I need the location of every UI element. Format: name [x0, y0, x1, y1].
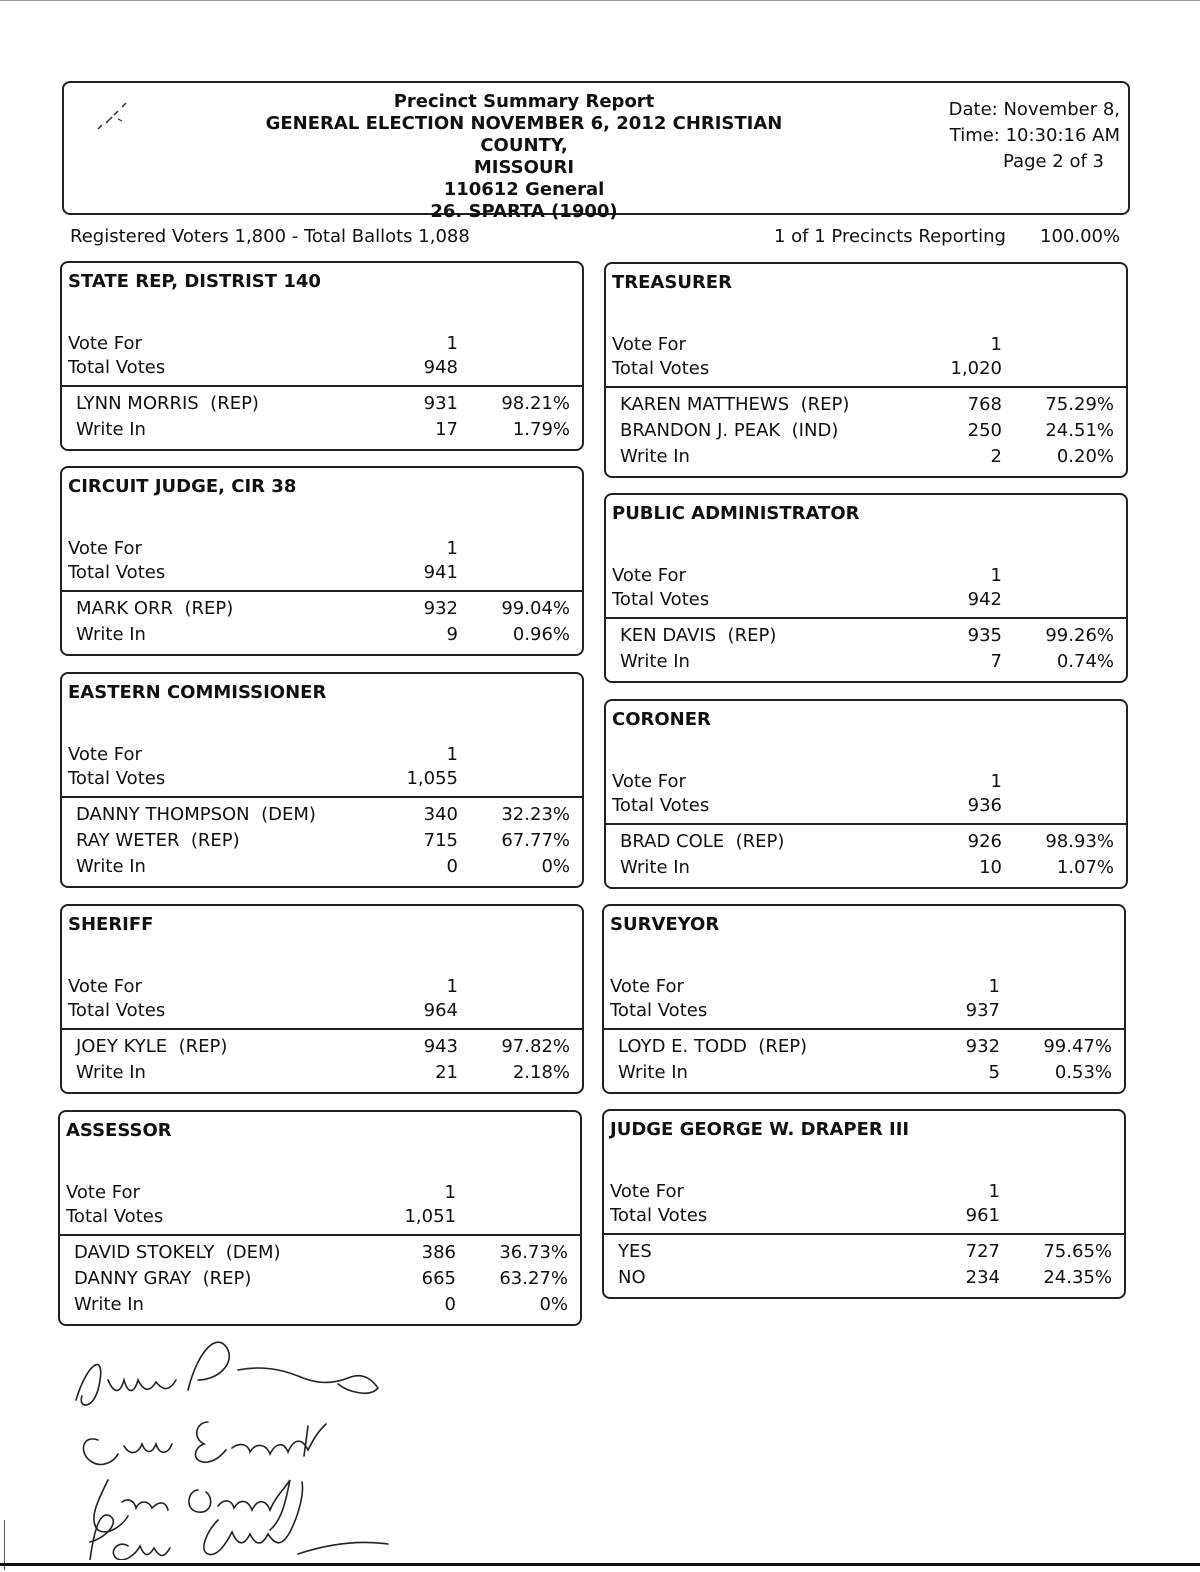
vote-for-value: 1 [444, 1182, 456, 1203]
candidate-row [606, 625, 1126, 649]
total-votes-value: 936 [967, 795, 1002, 816]
candidate-name: Write In [76, 1062, 146, 1083]
precinct-name: 26. SPARTA (1900) [430, 201, 618, 222]
candidate-percent: 0% [539, 1294, 568, 1315]
contest-title: STATE REP, DISTRIST 140 [68, 271, 321, 292]
vote-for-label: Vote For [612, 565, 686, 586]
precincts-reporting: 1 of 1 Precincts Reporting [774, 226, 1006, 247]
vote-for-value: 1 [446, 976, 458, 997]
contest-title: JUDGE GEORGE W. DRAPER III [610, 1119, 910, 1140]
contest-treasurer [604, 262, 1128, 478]
candidate-percent: 0.74% [1056, 651, 1114, 672]
candidate-percent: 75.65% [1043, 1241, 1112, 1262]
candidate-votes: 17 [435, 419, 458, 440]
candidate-name: LYNN MORRIS (REP) [76, 393, 259, 414]
precincts-reporting-percent: 100.00% [1040, 226, 1121, 247]
signature-4 [90, 1482, 388, 1560]
candidate-row [62, 830, 582, 854]
signature-3 [94, 1480, 290, 1532]
vote-for-value: 1 [446, 744, 458, 765]
candidate-percent: 0.96% [512, 624, 570, 645]
contest-title: PUBLIC ADMINISTRATOR [612, 503, 860, 524]
page-number: Page 2 of 3 [1003, 151, 1104, 172]
signature-1 [76, 1342, 378, 1405]
candidate-name: DANNY THOMPSON (DEM) [76, 804, 316, 825]
candidate-name: Write In [76, 419, 146, 440]
contest-circuit-judge-cir-38 [60, 466, 584, 656]
candidate-row [604, 1241, 1124, 1265]
candidate-name: NO [618, 1267, 646, 1288]
candidate-name: JOEY KYLE (REP) [76, 1036, 228, 1057]
candidate-percent: 2.18% [512, 1062, 570, 1083]
candidate-votes: 931 [423, 393, 458, 414]
candidate-votes: 768 [967, 394, 1002, 415]
vote-for-label: Vote For [68, 333, 142, 354]
vote-for-value: 1 [990, 334, 1002, 355]
vote-for-label: Vote For [66, 1182, 140, 1203]
election-code: 110612 General [443, 179, 605, 200]
vote-for-row [62, 333, 582, 357]
candidate-row [606, 831, 1126, 855]
vote-for-row [606, 771, 1126, 795]
contest-title: EASTERN COMMISSIONER [68, 682, 327, 703]
candidate-row [60, 1242, 580, 1266]
vote-for-row [604, 1181, 1124, 1205]
candidate-percent: 98.93% [1045, 831, 1114, 852]
report-title-block [244, 91, 804, 223]
candidate-row [62, 1036, 582, 1060]
total-votes-row [60, 1206, 580, 1230]
candidate-row [606, 857, 1126, 881]
contest-divider [606, 617, 1126, 619]
candidate-votes: 665 [421, 1268, 456, 1289]
total-votes-label: Total Votes [68, 768, 166, 789]
total-votes-value: 942 [967, 589, 1002, 610]
vote-for-label: Vote For [610, 1181, 684, 1202]
contest-divider [62, 1028, 582, 1030]
total-votes-label: Total Votes [612, 358, 710, 379]
contest-title: CORONER [612, 709, 711, 730]
candidate-votes: 386 [421, 1242, 456, 1263]
vote-for-label: Vote For [612, 771, 686, 792]
candidate-votes: 250 [967, 420, 1002, 441]
total-votes-row [606, 589, 1126, 613]
contest-title: TREASURER [612, 272, 732, 293]
total-votes-value: 1,051 [404, 1206, 456, 1227]
contest-divider [606, 823, 1126, 825]
candidate-name: Write In [76, 624, 146, 645]
candidate-percent: 0% [541, 856, 570, 877]
vote-for-value: 1 [988, 1181, 1000, 1202]
candidate-votes: 932 [423, 598, 458, 619]
contest-divider [604, 1028, 1124, 1030]
registered-voters-summary: Registered Voters 1,800 - Total Ballots 1,088 [70, 226, 470, 247]
contest-sheriff [60, 904, 584, 1094]
contest-eastern-commissioner [60, 672, 584, 888]
candidate-row [606, 651, 1126, 675]
vote-for-value: 1 [446, 538, 458, 559]
candidate-row [606, 446, 1126, 470]
candidate-percent: 1.07% [1056, 857, 1114, 878]
candidate-percent: 99.47% [1043, 1036, 1112, 1057]
report-date: Date: November 8, [948, 99, 1120, 120]
total-votes-row [604, 1205, 1124, 1229]
candidate-name: DANNY GRAY (REP) [74, 1268, 252, 1289]
total-votes-row [62, 768, 582, 792]
signatures [68, 1330, 428, 1560]
total-votes-value: 937 [965, 1000, 1000, 1021]
candidate-votes: 7 [990, 651, 1002, 672]
candidate-name: RAY WETER (REP) [76, 830, 240, 851]
contest-assessor [58, 1110, 582, 1326]
contest-divider [62, 385, 582, 387]
candidate-percent: 99.26% [1045, 625, 1114, 646]
total-votes-row [604, 1000, 1124, 1024]
vote-for-value: 1 [990, 771, 1002, 792]
vote-for-row [62, 538, 582, 562]
pen-mark-icon [92, 101, 132, 137]
scan-bottom-edge [0, 1563, 1200, 1566]
contest-title: SURVEYOR [610, 914, 720, 935]
total-votes-value: 948 [423, 357, 458, 378]
candidate-row [62, 624, 582, 648]
report-header [62, 81, 1130, 222]
total-votes-value: 1,055 [406, 768, 458, 789]
candidate-name: DAVID STOKELY (DEM) [74, 1242, 281, 1263]
vote-for-label: Vote For [612, 334, 686, 355]
contest-judge-george-w-draper-iii [602, 1109, 1126, 1299]
candidate-name: BRANDON J. PEAK (IND) [620, 420, 839, 441]
candidate-votes: 932 [965, 1036, 1000, 1057]
contest-divider [62, 796, 582, 798]
total-votes-label: Total Votes [66, 1206, 164, 1227]
vote-for-value: 1 [446, 333, 458, 354]
candidate-name: Write In [618, 1062, 688, 1083]
candidate-name: Write In [620, 446, 690, 467]
contest-title: SHERIFF [68, 914, 154, 935]
candidate-row [62, 804, 582, 828]
vote-for-row [606, 334, 1126, 358]
vote-for-row [60, 1182, 580, 1206]
contest-title: CIRCUIT JUDGE, CIR 38 [68, 476, 297, 497]
candidate-row [60, 1268, 580, 1292]
total-votes-label: Total Votes [68, 1000, 166, 1021]
vote-for-value: 1 [988, 976, 1000, 997]
candidate-percent: 97.82% [501, 1036, 570, 1057]
candidate-votes: 21 [435, 1062, 458, 1083]
contest-divider [62, 590, 582, 592]
candidate-percent: 24.51% [1045, 420, 1114, 441]
total-votes-value: 961 [965, 1205, 1000, 1226]
candidate-row [62, 598, 582, 622]
scan-top-edge [0, 0, 1200, 1]
vote-for-label: Vote For [68, 744, 142, 765]
candidate-row [606, 394, 1126, 418]
election-state: MISSOURI [473, 157, 575, 178]
election-name: GENERAL ELECTION NOVEMBER 6, 2012 CHRISTIAN COUNTY, [265, 113, 783, 156]
candidate-votes: 5 [988, 1062, 1000, 1083]
total-votes-row [62, 562, 582, 586]
candidate-row [604, 1062, 1124, 1086]
candidate-name: MARK ORR (REP) [76, 598, 234, 619]
vote-for-row [604, 976, 1124, 1000]
candidate-name: Write In [620, 857, 690, 878]
contest-title: ASSESSOR [66, 1120, 172, 1141]
candidate-name: KAREN MATTHEWS (REP) [620, 394, 850, 415]
total-votes-value: 941 [423, 562, 458, 583]
contest-surveyor [602, 904, 1126, 1094]
candidate-votes: 0 [446, 856, 458, 877]
total-votes-label: Total Votes [610, 1205, 708, 1226]
candidate-votes: 715 [423, 830, 458, 851]
total-votes-label: Total Votes [612, 795, 710, 816]
candidate-row [60, 1294, 580, 1318]
candidate-votes: 935 [967, 625, 1002, 646]
total-votes-label: Total Votes [68, 562, 166, 583]
contest-divider [604, 1233, 1124, 1235]
candidate-percent: 0.20% [1056, 446, 1114, 467]
vote-for-value: 1 [990, 565, 1002, 586]
candidate-votes: 0 [444, 1294, 456, 1315]
vote-for-row [62, 744, 582, 768]
candidate-row [62, 419, 582, 443]
vote-for-label: Vote For [68, 976, 142, 997]
contest-public-administrator [604, 493, 1128, 683]
report-meta [930, 97, 1120, 175]
candidate-votes: 943 [423, 1036, 458, 1057]
vote-for-label: Vote For [610, 976, 684, 997]
candidate-votes: 10 [979, 857, 1002, 878]
total-votes-label: Total Votes [612, 589, 710, 610]
total-votes-value: 964 [423, 1000, 458, 1021]
candidate-votes: 2 [990, 446, 1002, 467]
candidate-row [604, 1036, 1124, 1060]
candidate-row [606, 420, 1126, 444]
candidate-row [62, 1062, 582, 1086]
candidate-name: LOYD E. TODD (REP) [618, 1036, 808, 1057]
vote-for-row [606, 565, 1126, 589]
candidate-votes: 340 [423, 804, 458, 825]
total-votes-label: Total Votes [68, 357, 166, 378]
candidate-percent: 63.27% [499, 1268, 568, 1289]
candidate-percent: 67.77% [501, 830, 570, 851]
contest-coroner [604, 699, 1128, 889]
total-votes-row [62, 1000, 582, 1024]
candidate-name: Write In [76, 856, 146, 877]
candidate-name: YES [618, 1241, 652, 1262]
candidate-votes: 926 [967, 831, 1002, 852]
candidate-row [62, 856, 582, 880]
candidate-name: BRAD COLE (REP) [620, 831, 785, 852]
candidate-percent: 75.29% [1045, 394, 1114, 415]
total-votes-row [606, 358, 1126, 382]
signature-2 [83, 1422, 326, 1464]
report-time: Time: 10:30:16 AM [949, 125, 1120, 146]
report-title: Precinct Summary Report [393, 91, 655, 112]
vote-for-label: Vote For [68, 538, 142, 559]
contest-state-rep-distrist-140 [60, 261, 584, 451]
total-votes-row [62, 357, 582, 381]
candidate-name: Write In [74, 1294, 144, 1315]
total-votes-row [606, 795, 1126, 819]
candidate-percent: 98.21% [501, 393, 570, 414]
contest-divider [606, 386, 1126, 388]
vote-for-row [62, 976, 582, 1000]
contest-divider [60, 1234, 580, 1236]
candidate-percent: 1.79% [512, 419, 570, 440]
candidate-percent: 0.53% [1054, 1062, 1112, 1083]
total-votes-value: 1,020 [950, 358, 1002, 379]
candidate-percent: 99.04% [501, 598, 570, 619]
candidate-votes: 234 [965, 1267, 1000, 1288]
candidate-name: Write In [620, 651, 690, 672]
candidate-row [604, 1267, 1124, 1291]
candidate-row [62, 393, 582, 417]
candidate-votes: 9 [446, 624, 458, 645]
candidate-percent: 32.23% [501, 804, 570, 825]
candidate-name: KEN DAVIS (REP) [620, 625, 777, 646]
total-votes-label: Total Votes [610, 1000, 708, 1021]
candidate-votes: 727 [965, 1241, 1000, 1262]
candidate-percent: 36.73% [499, 1242, 568, 1263]
candidate-percent: 24.35% [1043, 1267, 1112, 1288]
